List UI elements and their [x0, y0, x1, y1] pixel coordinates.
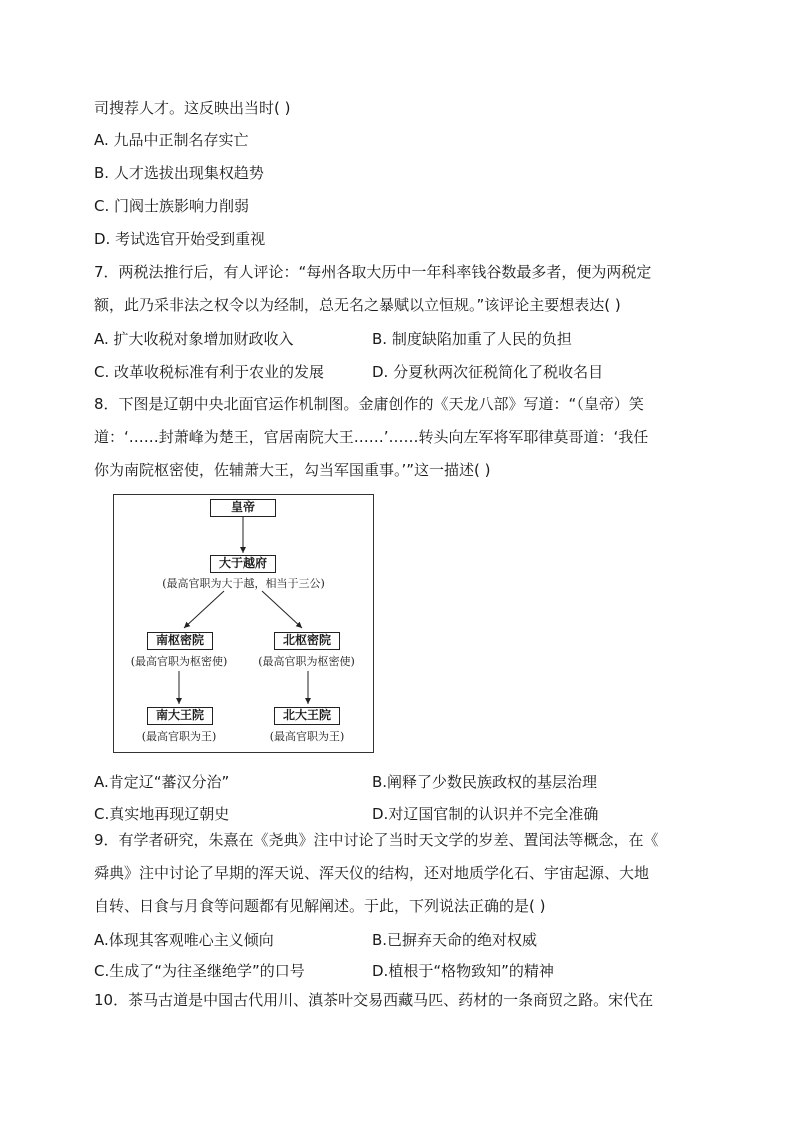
- q9-stem-line3: 自转、日食与月食等问题都有见解阐述。于此，下列说法正确的是( ): [94, 897, 546, 915]
- q9-stem-line2: 舜典》注中讨论了早期的浑天说、浑天仪的结构，还对地质学化石、宇宙起源、大地: [94, 864, 650, 882]
- q8-option-c: C.真实地再现辽朝史: [94, 805, 230, 823]
- arrow-dayuyue-to-south: [184, 591, 224, 628]
- q9-option-d: D.植根于“格物致知”的精神: [372, 962, 554, 980]
- north-king-note: (最高官职为王): [269, 730, 345, 743]
- q9-option-c: C.生成了“为往圣继绝学”的口号: [94, 962, 305, 980]
- q8-stem-line1: 8．下图是辽朝中央北面官运作机制图。金庸创作的《天龙八部》写道：“（皇帝）笑: [94, 395, 644, 413]
- q6-option-d: D. 考试选官开始受到重视: [94, 230, 266, 248]
- emperor-box: 皇帝: [210, 499, 276, 517]
- q7-option-c: C. 改革收税标准有利于农业的发展: [94, 363, 325, 381]
- q9-option-b: B.已摒弃天命的绝对权威: [372, 931, 538, 949]
- north-council-note: (最高官职为枢密使): [258, 655, 355, 668]
- q8-option-d: D.对辽国官制的认识并不完全准确: [372, 805, 599, 823]
- q9-stem-line1: 9．有学者研究，朱熹在《尧典》注中讨论了当时天文学的岁差、置闰法等概念，在《: [94, 831, 659, 849]
- q10-stem-line1: 10．茶马古道是中国古代用川、滇茶叶交易西藏马匹、药材的一条商贸之路。宋代在: [94, 991, 654, 1009]
- q7-stem-line2: 额，此乃采非法之权令以为经制，总无名之暴赋以立恒规。”该评论主要想表达( ): [94, 296, 621, 314]
- q8-stem-line2: 道：‘……封萧峰为楚王，官居南院大王……’……转头向左军将军耶律莫哥道：‘我任: [94, 428, 649, 446]
- liao-official-diagram: [113, 494, 374, 753]
- south-council-note: (最高官职为枢密使): [130, 655, 228, 668]
- q6-option-a: A. 九品中正制名存实亡: [94, 131, 249, 149]
- q7-option-a: A. 扩大收税对象增加财政收入: [94, 330, 294, 348]
- south-king-box: 南大王院: [147, 707, 213, 725]
- q7-option-d: D. 分夏秋两次征税简化了税收名目: [372, 363, 604, 381]
- q8-option-b: B.阐释了少数民族政权的基层治理: [372, 773, 598, 791]
- q8-stem-line3: 你为南院枢密使，佐辅萧大王，勾当军国重事。’”这一描述( ): [94, 461, 491, 479]
- q8-option-a: A.肯定辽“蕃汉分治”: [94, 773, 230, 791]
- q7-stem-line1: 7．两税法推行后，有人评论：“每州各取大历中一年科率钱谷数最多者，便为两税定: [94, 263, 652, 281]
- south-council-box: 南枢密院: [147, 632, 213, 650]
- q6-option-c: C. 门阀士族影响力削弱: [94, 197, 250, 215]
- dayuyue-box: 大于越府: [210, 555, 276, 573]
- north-council-box: 北枢密院: [274, 632, 340, 650]
- south-king-note: (最高官职为王): [141, 730, 217, 743]
- q6-stem: 司搜荐人才。这反映出当时( ): [94, 99, 291, 117]
- q6-option-b: B. 人才选拔出现集权趋势: [94, 164, 264, 182]
- dayuyue-note: (最高官职为大于越，相当于三公): [162, 577, 325, 590]
- q9-option-a: A.体现其客观唯心主义倾向: [94, 931, 274, 949]
- north-king-box: 北大王院: [274, 707, 340, 725]
- arrow-dayuyue-to-north: [262, 591, 302, 628]
- q7-option-b: B. 制度缺陷加重了人民的负担: [372, 330, 572, 348]
